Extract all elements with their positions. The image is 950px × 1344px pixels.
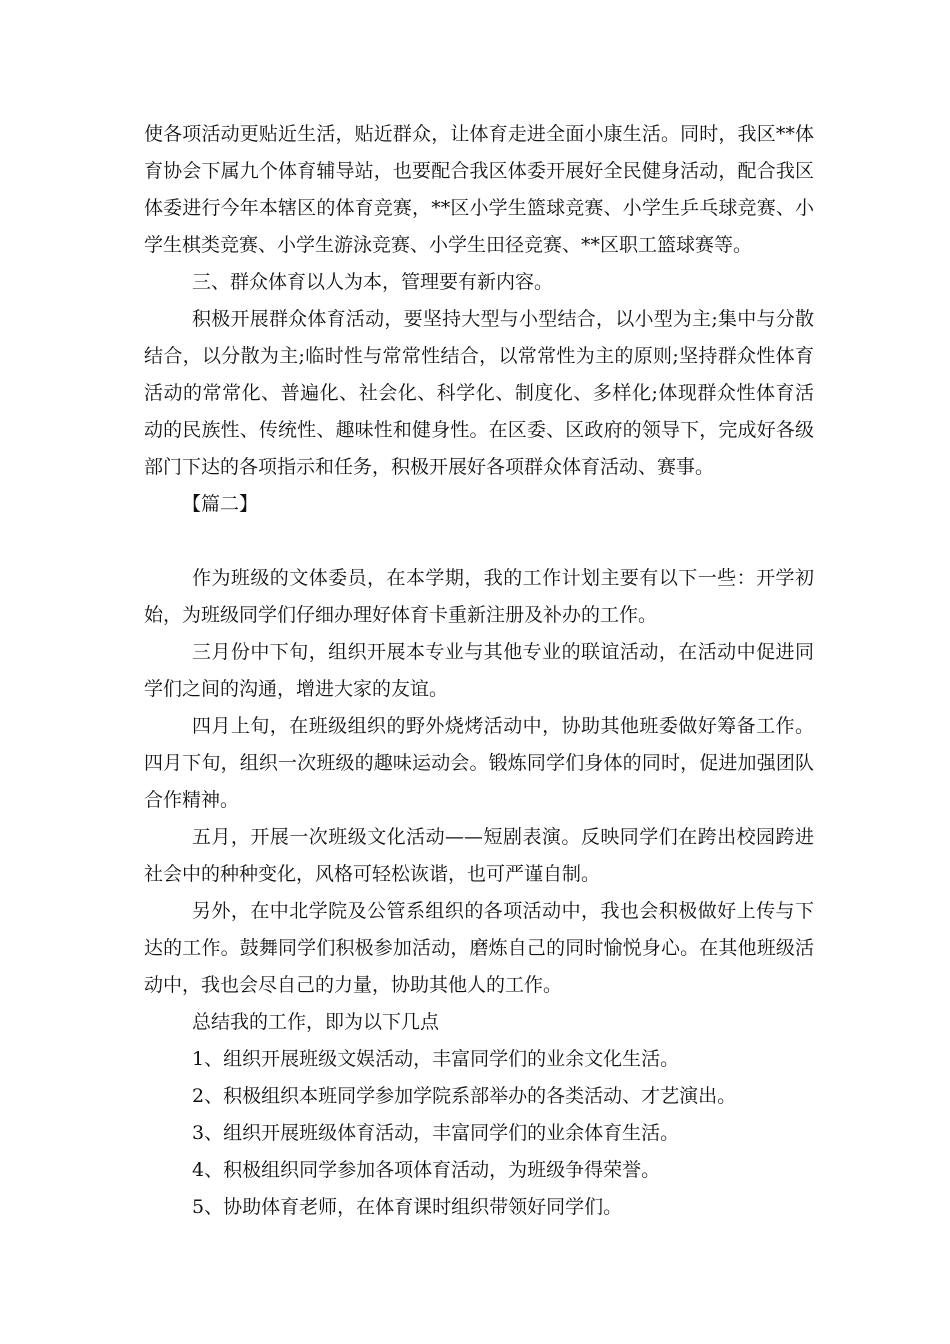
part-two-paragraph: 另外，在中北学院及公管系组织的各项活动中，我也会积极做好上传与下达的工作。鼓舞同学们积极参加活动，磨炼自己的同时愉悦身心。在其他班级活动中，我也会尽自己的力量，协助其他人的工作。 bbox=[144, 900, 814, 996]
continued-paragraph: 使各项活动更贴近生活，贴近群众，让体育走进全面小康生活。同时，我区**体育协会下属九个体育辅导站，也要配合我区体委开展好全民健身活动，配合我区体委进行今年本辖区的体育竞赛，**区小学生篮球竞赛、小学生乒乓球竞赛、小学生棋类竞赛、小学生游泳竞赛、小学生田径竞赛、**区职工篮球赛等。 bbox=[144, 123, 814, 256]
document-body bbox=[144, 116, 814, 1226]
part-two-paragraph: 作为班级的文体委员，在本学期，我的工作计划主要有以下一些：开学初始，为班级同学们仔细办理好体育卡重新注册及补办的工作。 bbox=[144, 567, 814, 626]
part-two-heading: 【篇二】 bbox=[182, 493, 259, 515]
blank-line bbox=[144, 523, 814, 560]
summary-item: 2、积极组织本班同学参加学院系部举办的各类活动、才艺演出。 bbox=[192, 1085, 737, 1107]
summary-item: 3、组织开展班级体育活动，丰富同学们的业余体育生活。 bbox=[192, 1122, 680, 1144]
summary-item: 5、协助体育老师，在体育课时组织带领好同学们。 bbox=[192, 1196, 623, 1218]
section-three-title: 三、群众体育以人为本，管理要有新内容。 bbox=[192, 271, 554, 293]
summary-item: 1、组织开展班级文娱活动，丰富同学们的业余文化生活。 bbox=[192, 1048, 680, 1070]
summary-intro: 总结我的工作，即为以下几点 bbox=[192, 1011, 440, 1033]
part-two-paragraph: 三月份中下旬，组织开展本专业与其他专业的联谊活动，在活动中促进同学们之间的沟通，增进大家的友谊。 bbox=[144, 641, 814, 700]
part-two-paragraph: 四月上旬，在班级组织的野外烧烤活动中，协助其他班委做好筹备工作。四月下旬，组织一次班级的趣味运动会。锻炼同学们身体的同时，促进加强团队合作精神。 bbox=[144, 715, 814, 811]
section-three-body: 积极开展群众体育活动，要坚持大型与小型结合，以小型为主;集中与分散结合，以分散为主;临时性与常常性结合，以常常性为主的原则;坚持群众性体育活动的常常化、普遍化、社会化、科学化、制度化、多样化;体现群众性体育活动的民族性、传统性、趣味性和健身性。在区委、区政府的领导下，完成好各级部门下达的各项指示和任务，积极开展好各项群众体育活动、赛事。 bbox=[144, 308, 814, 478]
summary-item: 4、积极组织同学参加各项体育活动，为班级争得荣誉。 bbox=[192, 1159, 661, 1181]
part-two-paragraph: 五月，开展一次班级文化活动——短剧表演。反映同学们在跨出校园跨进社会中的种种变化，风格可轻松诙谐，也可严谨自制。 bbox=[144, 826, 814, 885]
